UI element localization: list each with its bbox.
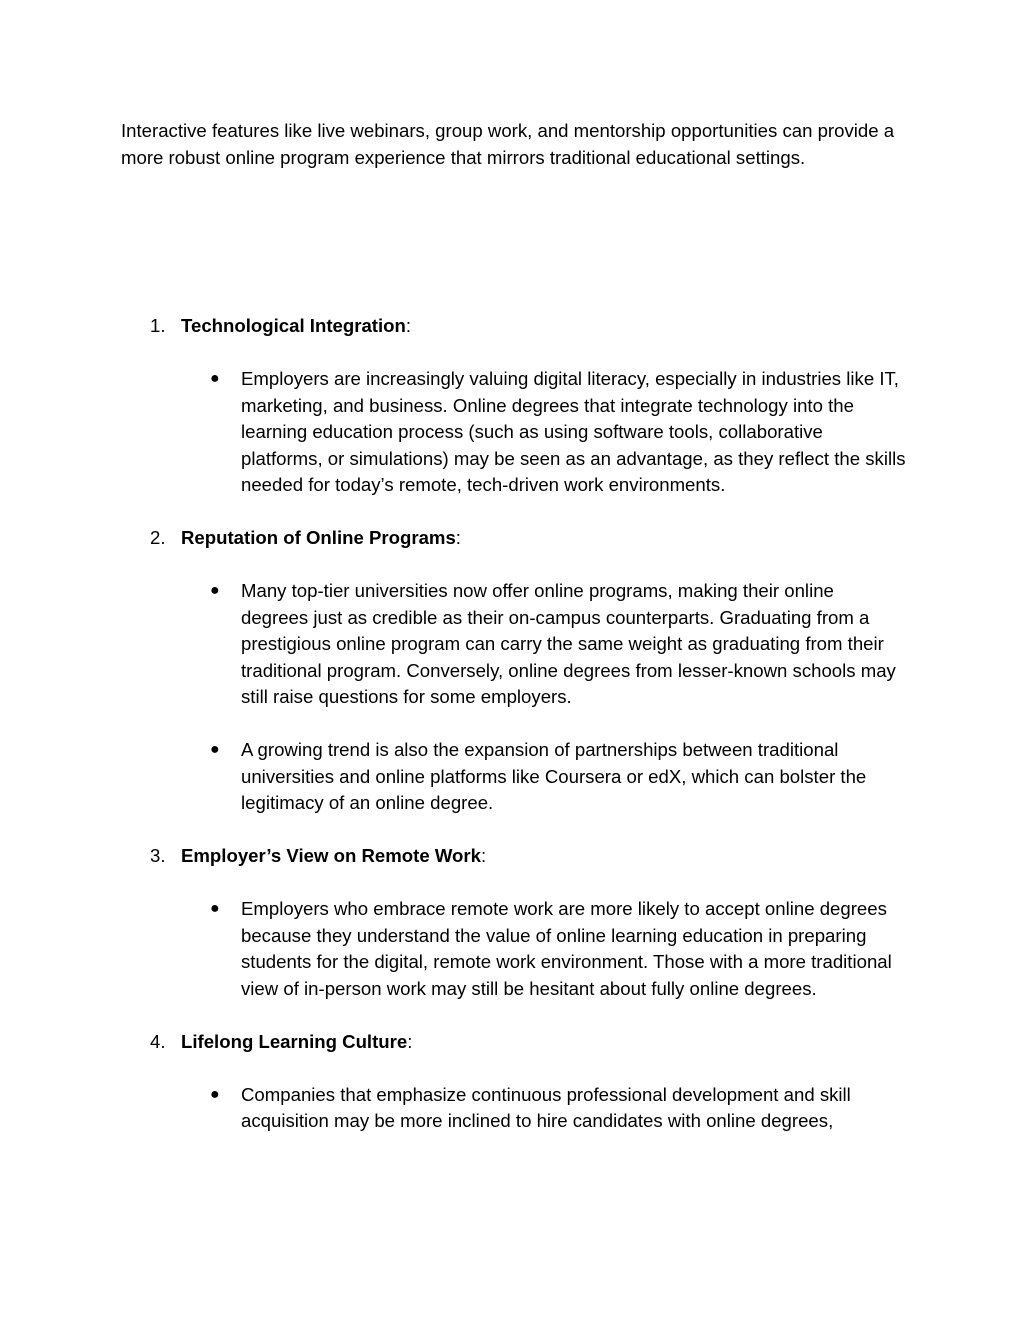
list-item-title-text: Reputation of Online Programs	[181, 527, 456, 548]
bullet-item	[0, 737, 1024, 817]
list-item	[0, 843, 1024, 1029]
bullet-item	[0, 1082, 1024, 1135]
bullet-icon: ●	[210, 370, 220, 387]
list-item-title	[181, 843, 486, 870]
list-item	[0, 525, 1024, 843]
bullet-icon: ●	[210, 582, 220, 599]
bullet-icon: ●	[210, 900, 220, 917]
bullet-text: Employers who embrace remote work are more likely to accept online degrees because they understand the value of online learning education in preparing students for the digital, remote work environment. Those with a more traditional view of in-person work may still be hesitant about fully online degrees.	[241, 898, 892, 999]
list-item-number: 4.	[150, 1030, 166, 1052]
list-item-title	[181, 313, 411, 340]
bullet-text: Employers are increasingly valuing digital literacy, especially in industries like IT, marketing, and business. Online degrees that integrate technology into the learning education process (such as using software tools, collaborative platforms, or simulations) may be seen as an advantage, as they reflect the skills needed for today’s remote, tech-driven work environments.	[241, 368, 906, 495]
bullet-text: Companies that emphasize continuous professional development and skill acquisition may be more inclined to hire candidates with online degrees,	[241, 1083, 851, 1131]
intro-paragraph: Interactive features like live webinars, group work, and mentorship opportunities can provide a more robust online program experience that mirrors traditional educational settings.	[121, 120, 895, 168]
list-item-number: 2.	[150, 527, 166, 548]
bullet-icon: ●	[210, 741, 220, 758]
bullet-item	[0, 366, 1024, 499]
bullet-item	[0, 896, 1024, 1002]
numbered-list	[0, 313, 1024, 1135]
list-item-title-suffix: :	[481, 845, 487, 866]
list-item	[0, 1029, 1024, 1135]
list-item-title-text: Lifelong Learning Culture	[181, 1030, 408, 1052]
bullet-text: A growing trend is also the expansion of partnerships between traditional universities and online platforms like Coursera or edX, which can bolster the legitimacy of an online degree.	[241, 739, 867, 813]
list-item-title-text: Employer’s View on Remote Work	[181, 845, 481, 866]
list-item-title-suffix: :	[455, 527, 461, 548]
list-item-title-suffix: :	[407, 1030, 413, 1052]
list-item-title-text: Technological Integration	[181, 315, 406, 336]
bullet-text: Many top-tier universities now offer online programs, making their online degrees just as credible as their on-campus counterparts. Graduating from a prestigious online program can carry the same weight as graduating from their traditional program. Conversely, online degrees from lesser-known schools may still raise questions for some employers.	[241, 580, 896, 707]
list-item-title-suffix: :	[405, 315, 412, 336]
list-item-heading	[0, 313, 1024, 340]
list-item	[0, 313, 1024, 525]
list-item-number: 3.	[150, 845, 166, 866]
list-item-heading	[0, 1029, 1024, 1056]
list-item-number: 1.	[150, 315, 166, 336]
list-item-title	[181, 525, 461, 552]
bullet-icon: ●	[210, 1085, 220, 1103]
list-item-title	[181, 1029, 412, 1056]
bullet-item	[0, 578, 1024, 711]
list-item-heading	[0, 525, 1024, 552]
list-item-heading	[0, 843, 1024, 870]
